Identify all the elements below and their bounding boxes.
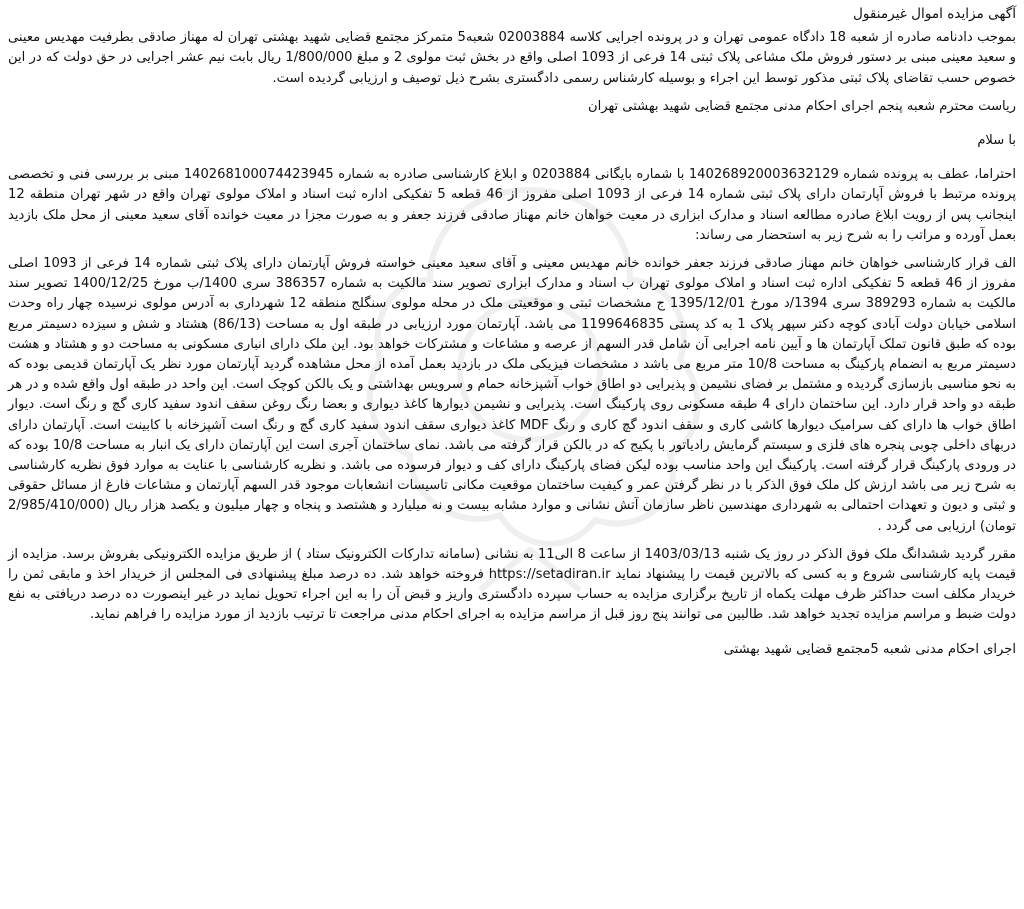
expert-report-paragraph: احتراما، عطف به پرونده شماره 140268920003632129 با شماره بایگانی 0203884 و ابلاغ کارشناسی صادره به شماره 140268100074423945 مبنی بر بررسی فنی و تخصصی پرونده مرتبط با فروش آپارتمان دارای پلاک ثبتی شماره 14 فرعی از 1093 اصلی مفروز از 46 قطعه 5 تفکیکی اداره ثبت اسناد و املاک مولوی تهران واقع در شهر تهران منطقه 12 اینجانب پس از رویت ابلاغ صادره مطالعه اسناد و مدارک ابزاری در معیت خواهان خانم مهناز صادقی فرزند جعفر و به صورت مجزا در معیت خوانده آقای سعید معینی از محل ملک بازدید بعمل آورده و مراتب را به شرح زیر به استحضار می رساند:	[8, 167, 1016, 243]
property-details-paragraph: الف قرار کارشناسی خواهان خانم مهناز صادقی فرزند جعفر خوانده خانم مهدیس معینی و آقای سعید معینی خواسته فروش آپارتمان دارای پلاک ثبتی شماره 14 فرعی از 1093 اصلی مفروز از 46 قطعه 5 تفکیکی اداره ثبت اسناد و املاک مولوی تهران ب اسناد و مدارک ابزاری تصویر سند مالکیت به شماره 386357 سری 1400/ب مورخ 1400/12/25 تصویر سند مالکیت به شماره 389293 سری 1394/د مورخ 1395/12/01 ج مشخصات ثبتی و موقعیتی ملک در محله مولوی سنگلج منطقه 12 شهرداری به آدرس مولوی نرسیده چهار راه وحدت اسلامی خیابان دولت آبادی کوچه دکتر سپهر پلاک 1 به کد پستی 1199646835 می باشد. آپارتمان مورد ارزیابی در طبقه اول به مساحت (86/13) هشتاد و شش و سیزده دسیمتر مربع بوده که طبق قانون تملک آپارتمان ها و آیین نامه اجرایی آن شامل قدر السهم از عرصه و مشاعات و مشترکات خواهد بود. این ملک دارای انباری مسکونی به مساحت دو و هشتاد و هشت دسیمتر مربع به انضمام پارکینگ به مساحت 10/8 متر مربع می باشد د مشخصات فیزیکی ملک در بازدید بعمل آمده از محل مشاهده گردید آپارتمان مورد نظر یک آپارتمان قدیمی بوده که به نحو مناسبی بازسازی گردیده و مشتمل بر فضای نشیمن و پذیرایی دو اطاق خواب آشپزخانه حمام و سرویس بهداشتی و یک بالکن کوچک است. این واحد در طبقه اول واقع شده و در هر طبقه دو واحد قرار دارد. این ساختمان دارای 4 طبقه مسکونی روی پارکینگ است. پذیرایی و نشیمن دیوارها کاغذ دیواری و بعضا رنگ روغن سقف اندود سفید کاری گچ و رنگ است. دیوار اطاق خواب ها دارای کف سرامیک دیوارها کاشی کاری و سقف اندود گچ کاری و رنگ MDF کاغذ دیواری سقف اندود سفید کاری گچ و رنگ است آشپزخانه با کابینت است. آپارتمان دارای دربهای داخلی چوبی پنجره های فلزی و سیستم گرمایش رادیاتور با پکیج که در بالکن قرار گرفته می باشد. نمای ساختمان آجری است این آپارتمان دارای یک انبار به مساحت 10/8 بوده که در ورودی پارکینگ قرار گرفته است. پارکینگ این واحد مناسب بوده لیکن فضای پارکینگ دارای کف و دیوار فرسوده می باشد. و نظریه کارشناسی با عنایت به موارد فوق نظریه کارشناسی به شرح زیر می باشد ارزش کل ملک فوق الذکر با در نظر گرفتن عمر و کیفیت ساختمان موقعیت مکانی تاسیسات انشعابات موجود قدر السهم آپارتمان و مشاعات فارغ از مسائل حقوقی و ثبتی و دیون و تعهدات احتمالی به شهرداری مهندسین ناظر سازمان آتش نشانی و موارد مشابه بیست و نه میلیارد و هشتصد و پنجاه و چهار میلیون و یکصد هزار ریال (2/985/410/000 تومان) ارزیابی می گردد .	[8, 256, 1017, 534]
addressee-line: ریاست محترم شعبه پنجم اجرای احکام مدنی مجتمع قضایی شهید بهشتی تهران	[587, 98, 1016, 114]
auction-notice	[8, 4, 1016, 660]
auction-terms-paragraph: مقرر گردید ششدانگ ملک فوق الذکر در روز یک شنبه 1403/03/13 از ساعت 8 الی11 به نشانی (سامانه تدارکات الکترونیک ستاد ) از طریق مزایده الکترونیکی بفروش برسد. مزایده از قیمت پایه کارشناسی شروع و به کسی که بالاترین قیمت را پیشنهاد نماید https://setadiran.ir فروخته خواهد شد. ده درصد مبلغ پیشنهادی فی المجلس از خریدار اخذ و مابقی ثمن را خریدار مکلف است حداکثر ظرف مهلت یکماه از تاریخ برگزاری مزایده به حساب سپرده دادگستری واریز و قبض آن را به این اجراء تحویل نماید در غیر اینصورت ده درصد دریافتی به نفع دولت ضبط و مراسم مزایده تجدید خواهد شد. طالبین می توانند پنج روز قبل از مراسم مزایده به اجرای احکام مدنی مراجعت تا ترتیب بازدید از مورد مزایده را فراهم نماید.	[8, 546, 1017, 623]
intro-paragraph: بموجب دادنامه صادره از شعبه 18 دادگاه عمومی تهران و در پرونده اجرایی کلاسه 02003884 شعبه5 متمرکز مجتمع قضایی شهید بهشتی تهران له مهناز صادقی بطرفیت مهدیس معینی و سعید معینی مبنی بر دستور فروش ملک مشاعی پلاک ثبتی 14 فرعی از 1093 اصلی واقع در بخش ثبت مولوی 2 و مبلغ 1/800/000 ریال بابت نیم عشر اجرایی در حق دولت که در این خصوص حسب تقاضای پلاک ثبتی مذکور توسط این اجراء و بوسیله کارشناس رسمی دادگستری بشرح ذیل توصیف و ارزیابی گردیده است.	[8, 30, 1017, 86]
notice-title: آگهی مزایده اموال غیرمنقول	[852, 6, 1016, 22]
signature: اجرای احکام مدنی شعبه 5مجتمع قضایی شهید بهشتی	[723, 641, 1016, 657]
greeting: با سلام	[977, 133, 1016, 149]
